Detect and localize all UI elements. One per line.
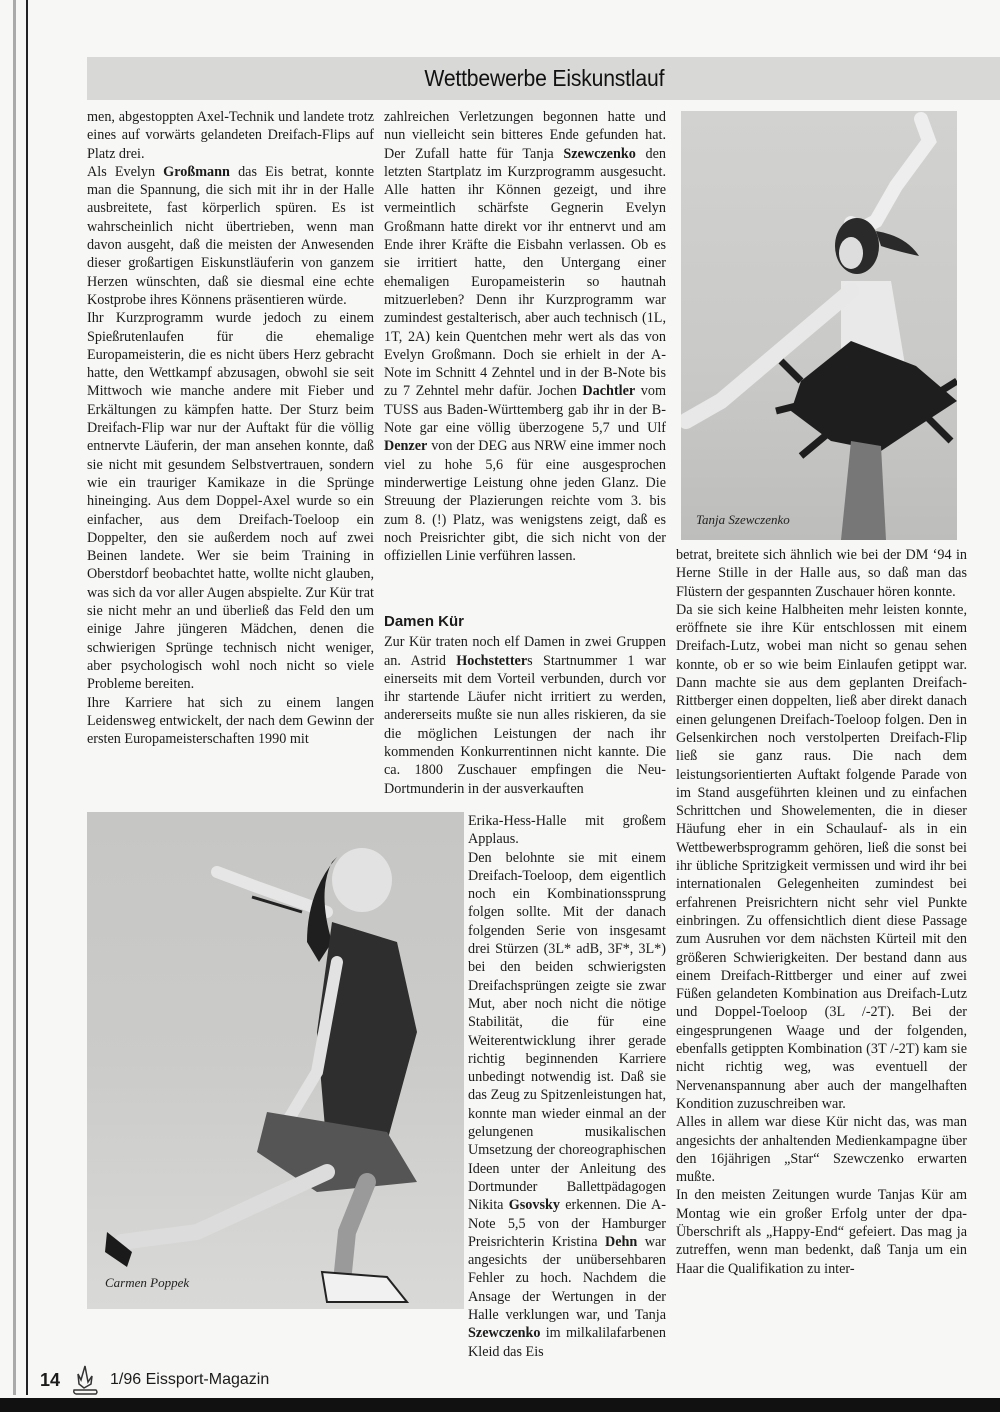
name-highlight: Szewczenko [468,1325,541,1342]
paragraph: In den meisten Zeitungen wurde Tanjas Kür am Montag wie ein großer Erfolg unter der dpa-Überschrift als „Happy-End“ gefeiert. Das mag ja zutreffen, wenn man bedenkt, daß Tanja um ein Haar die Qualifikation zu inter- [676,1187,967,1277]
name-highlight: Denzer [384,438,428,455]
paragraph: Den belohnte sie mit einem Dreifach-Toeloop, dem eigentlich noch ein Kombinationssprung folgen sollte. Mit der danach folgenden Serie von insgesamt drei Stürzen (3L* adB, 3F*, 3L*) bei den beiden schwierigsten Dreifachsprüngen zeigte sie zwar Mut, aber noch nicht die nötige Stabilität, die für eine Weiterentwicklung ihrer gerade richtig beginnenden Karriere unbedingt notwendig ist. Daß sie das Zeug zu Spitzenleistungen hat, konnte man wieder einmal an der gelungenen musikalischen Umsetzung der choreographischen Ideen unter der Anleitung des Dortmunder Ballettpädagogen Nikita Gsovsky erkennen. Die A-Note 5,5 von der Hamburger Preisrichterin Kristina Dehn war angesichts der unübersehbaren Fehler zu hoch. Nachdem die Ansage der Wertungen in der Halle verklungen war, und Tanja Szewczenko im milkalilafarbenen Kleid das Eis [468,849,666,1360]
article-column-3 [676,546,967,1278]
section-title: Wettbewerbe Eiskunstlauf [424,65,665,91]
page-number: 14 [40,1369,61,1390]
paragraph: Als Evelyn Großmann das Eis betrat, konnte man die Spannung, die sich mit ihr in der Halle ausbreitete, fast körperlich spüren. Es ist wahrscheinlich nicht übertrieben, wenn man davon ausgeht, daß die meisten der Anwesenden dieser großartigen Eiskunstläuferin von ganzem Herzen wünschten, daß sie diesmal eine echte Kostprobe ihres Könnens präsentieren würde. [87,163,374,308]
paragraph: Alles in allem war diese Kür nicht das, was man angesichts der anhaltenden Medienkampagne über den 16jährigen „Star“ Szewczenko erwarten mußte. [676,1114,967,1186]
photo-caption-tanja: Tanja Szewczenko [696,512,790,527]
binder-line [26,0,28,1395]
paragraph: Ihre Karriere hat sich zu einem langen Leidensweg entwickelt, der nach dem Gewinn der ersten Europameisterschaften 1990 mit [87,694,374,748]
paragraph: Zur Kür traten noch elf Damen in zwei Gruppen an. Astrid Hochstetters Startnummer 1 war einerseits mit dem Vorteil verbunden, durch vor ihr startende Läufer nicht irritiert zu werden, andererseits mußte sie nun alles riskieren, da sie die möglichen Leistungen der nach ihr kommenden Konkurrentinnen nicht kannte. Die ca. 1800 Zuschauer empfingen die Neu-Dortmunderin in der ausverkauften [384,634,666,797]
paragraph: men, abgestoppten Axel-Technik und landete trotz eines auf vorwärts gelandeten Dreifach-Flips auf Platz drei. [87,109,374,162]
skate-logo-icon [70,1364,100,1396]
article-column-1 [87,108,374,748]
damen-kuer-section [384,613,666,798]
paragraph: zahlreichen Verletzungen begonnen hatte und nun vielleicht sein bitteres Ende gefunden hat. Der Zufall hatte für Tanja Szewczenko den letzten Startplatz im Kurzprogramm ausgesucht. Alle hatten ihr Können gezeigt, und ihre vermeintlich schärfste Gegnerin Evelyn Großmann hatte direkt vor ihr entnervt und am Ende ihrer Kräfte die Eisbahn verlassen. Ob es sie irritiert hatte, den Untergang einer ehemaligen Europameisterin so hautnah mitzuerleben? Denn ihr Kurzprogramm war zumindest gestalterisch, aber auch technisch (1L, 1T, 2A) kein Quentchen mehr wert als das von Evelyn Großmann. Doch sie erhielt in der A-Note im Schnitt 4 Zehntel und in der B-Note bis zu 7 Zehntel mehr dafür. Jochen Dachtler vom TUSS aus Baden-Württemberg gab ihr in der B-Note gar eine völlig überzogene 5,7 und Ulf Denzer von der DEG aus NRW eine immer noch viel zu hohe 5,6 für eine ausgesprochen minderwertige Leistung ohne jeden Glanz. Die Streuung der Plazierungen reichte vom 3. bis zum 8. (!) Platz, was wenigstens zeigt, daß es noch Preisrichter gibt, die sich nicht von der offiziellen Linie verführen lassen. [384,109,666,565]
photo-tanja-szewczenko [681,111,957,540]
paragraph: betrat, breitete sich ähnlich wie bei der DM ‘94 in Herne Stille in der Halle aus, so daß man das Flüstern der gespannten Zuschauer hören konnte. [676,547,967,600]
article-column-2 [384,108,666,565]
damen-kuer-text [384,633,666,798]
binder-strip [13,0,16,1395]
name-highlight: Dehn [604,1233,638,1250]
subheading-damen-kuer: Damen Kür [384,613,465,630]
scan-bottom-edge [0,1398,1000,1412]
skater-figure-icon [681,111,957,540]
paragraph: Erika-Hess-Halle mit großem Applaus. [468,813,666,848]
paragraph: Ihr Kurzprogramm wurde jedoch zu einem Spießrutenlaufen für die ehemalige Europameisterin, die es nicht übers Herz gebracht hatte, den Wettkampf abzusagen, obwohl sie seit Mittwoch wie manche andere mit Fieber und Erkältungen zu kämpfen hatte. Der Sturz beim Dreifach-Flip war nur der Auftakt für die völlig entnervte Läuferin, der man ansehen konnte, daß sie nicht mit gesundem Selbstvertrauen, sondern wie ein trauriger Kamikaze in die Sprünge hineinging. Aus dem Doppel-Axel wurde so ein einfacher, aus dem Dreifach-Toeloop ein Doppelter, den sie außerdem noch auf zwei Beinen landete. Wer sie beim Training in Oberstdorf beobachtet hatte, wollte nicht glauben, was sich da vor aller Augen abspielte. Zur Kür trat sie nicht mehr an und überließ das Feld den um einige Jahre jüngeren Mädchen, denen die schwierigen Sprünge technisch nicht weniger, aber psychologisch wohl noch nicht so viele Probleme bereiten. [87,310,374,693]
section-header [87,57,1000,100]
name-highlight: Großmann [163,163,230,180]
magazine-title: 1/96 Eissport-Magazin [110,1371,270,1388]
page-footer [40,1364,269,1396]
name-highlight: Gsovsky [508,1197,560,1214]
name-highlight: Dachtler [582,383,636,400]
name-highlight: Szewczenko [563,145,636,162]
paragraph: Da sie sich keine Halbheiten mehr leisten konnte, eröffnete sie ihre Kür entschlossen mit einem Dreifach-Lutz, wobei man nicht so genau sehen konnte, ob er so wie beim Einlaufen getippt war. Dann machte sie aus dem geplanten Dreifach-Rittberger einen doppelten, ließ aber direkt danach einen gelungenen Dreifach-Toeloop folgen. Den in Gelsenkirchen noch verstolperten Dreifach-Flip ließ sie ganz raus. Die nach dem leistungsorientierten Auftakt folgende Parade von im Stand ausgeführten kleinen und zu einfachen Schrittchen und Showelementen, die in dieser Häufung eher in ein Schaulauf- als in ein Wettbewerbsprogramm gehören, ließ die sonst bei ihr übliche Spritzigkeit vermissen und wird ihr bei internationalen Gelegenheiten zumindest bei erfahrenen Preisrichtern nicht sehr viel Punkte einbringen. Zu offensichtlich dient diese Passage zum Ausruhen vor dem nächsten Kürteil mit den größeren Schwierigkeiten. Der bestand dann aus einem Dreifach-Rittberger und einer auf zwei Füßen gelandeten Kombination aus Dreifach-Lutz und Doppel-Toeloop (3L /-2T). Bei der eingesprungenen Waage und der folgenden, ebenfalls getippten Kombination (3T /-2T) kam sie nicht richtig weg, was eventuell der Nervenanspannung aber auch der mangelhaften Kondition zuzuschreiben war. [676,601,967,1112]
name-highlight: Hochstetter [456,652,528,669]
skater-figure-icon [87,812,464,1309]
photo-carmen-poppek [87,812,464,1309]
article-column-2-narrow [468,812,666,1361]
photo-caption-carmen: Carmen Poppek [105,1275,190,1290]
